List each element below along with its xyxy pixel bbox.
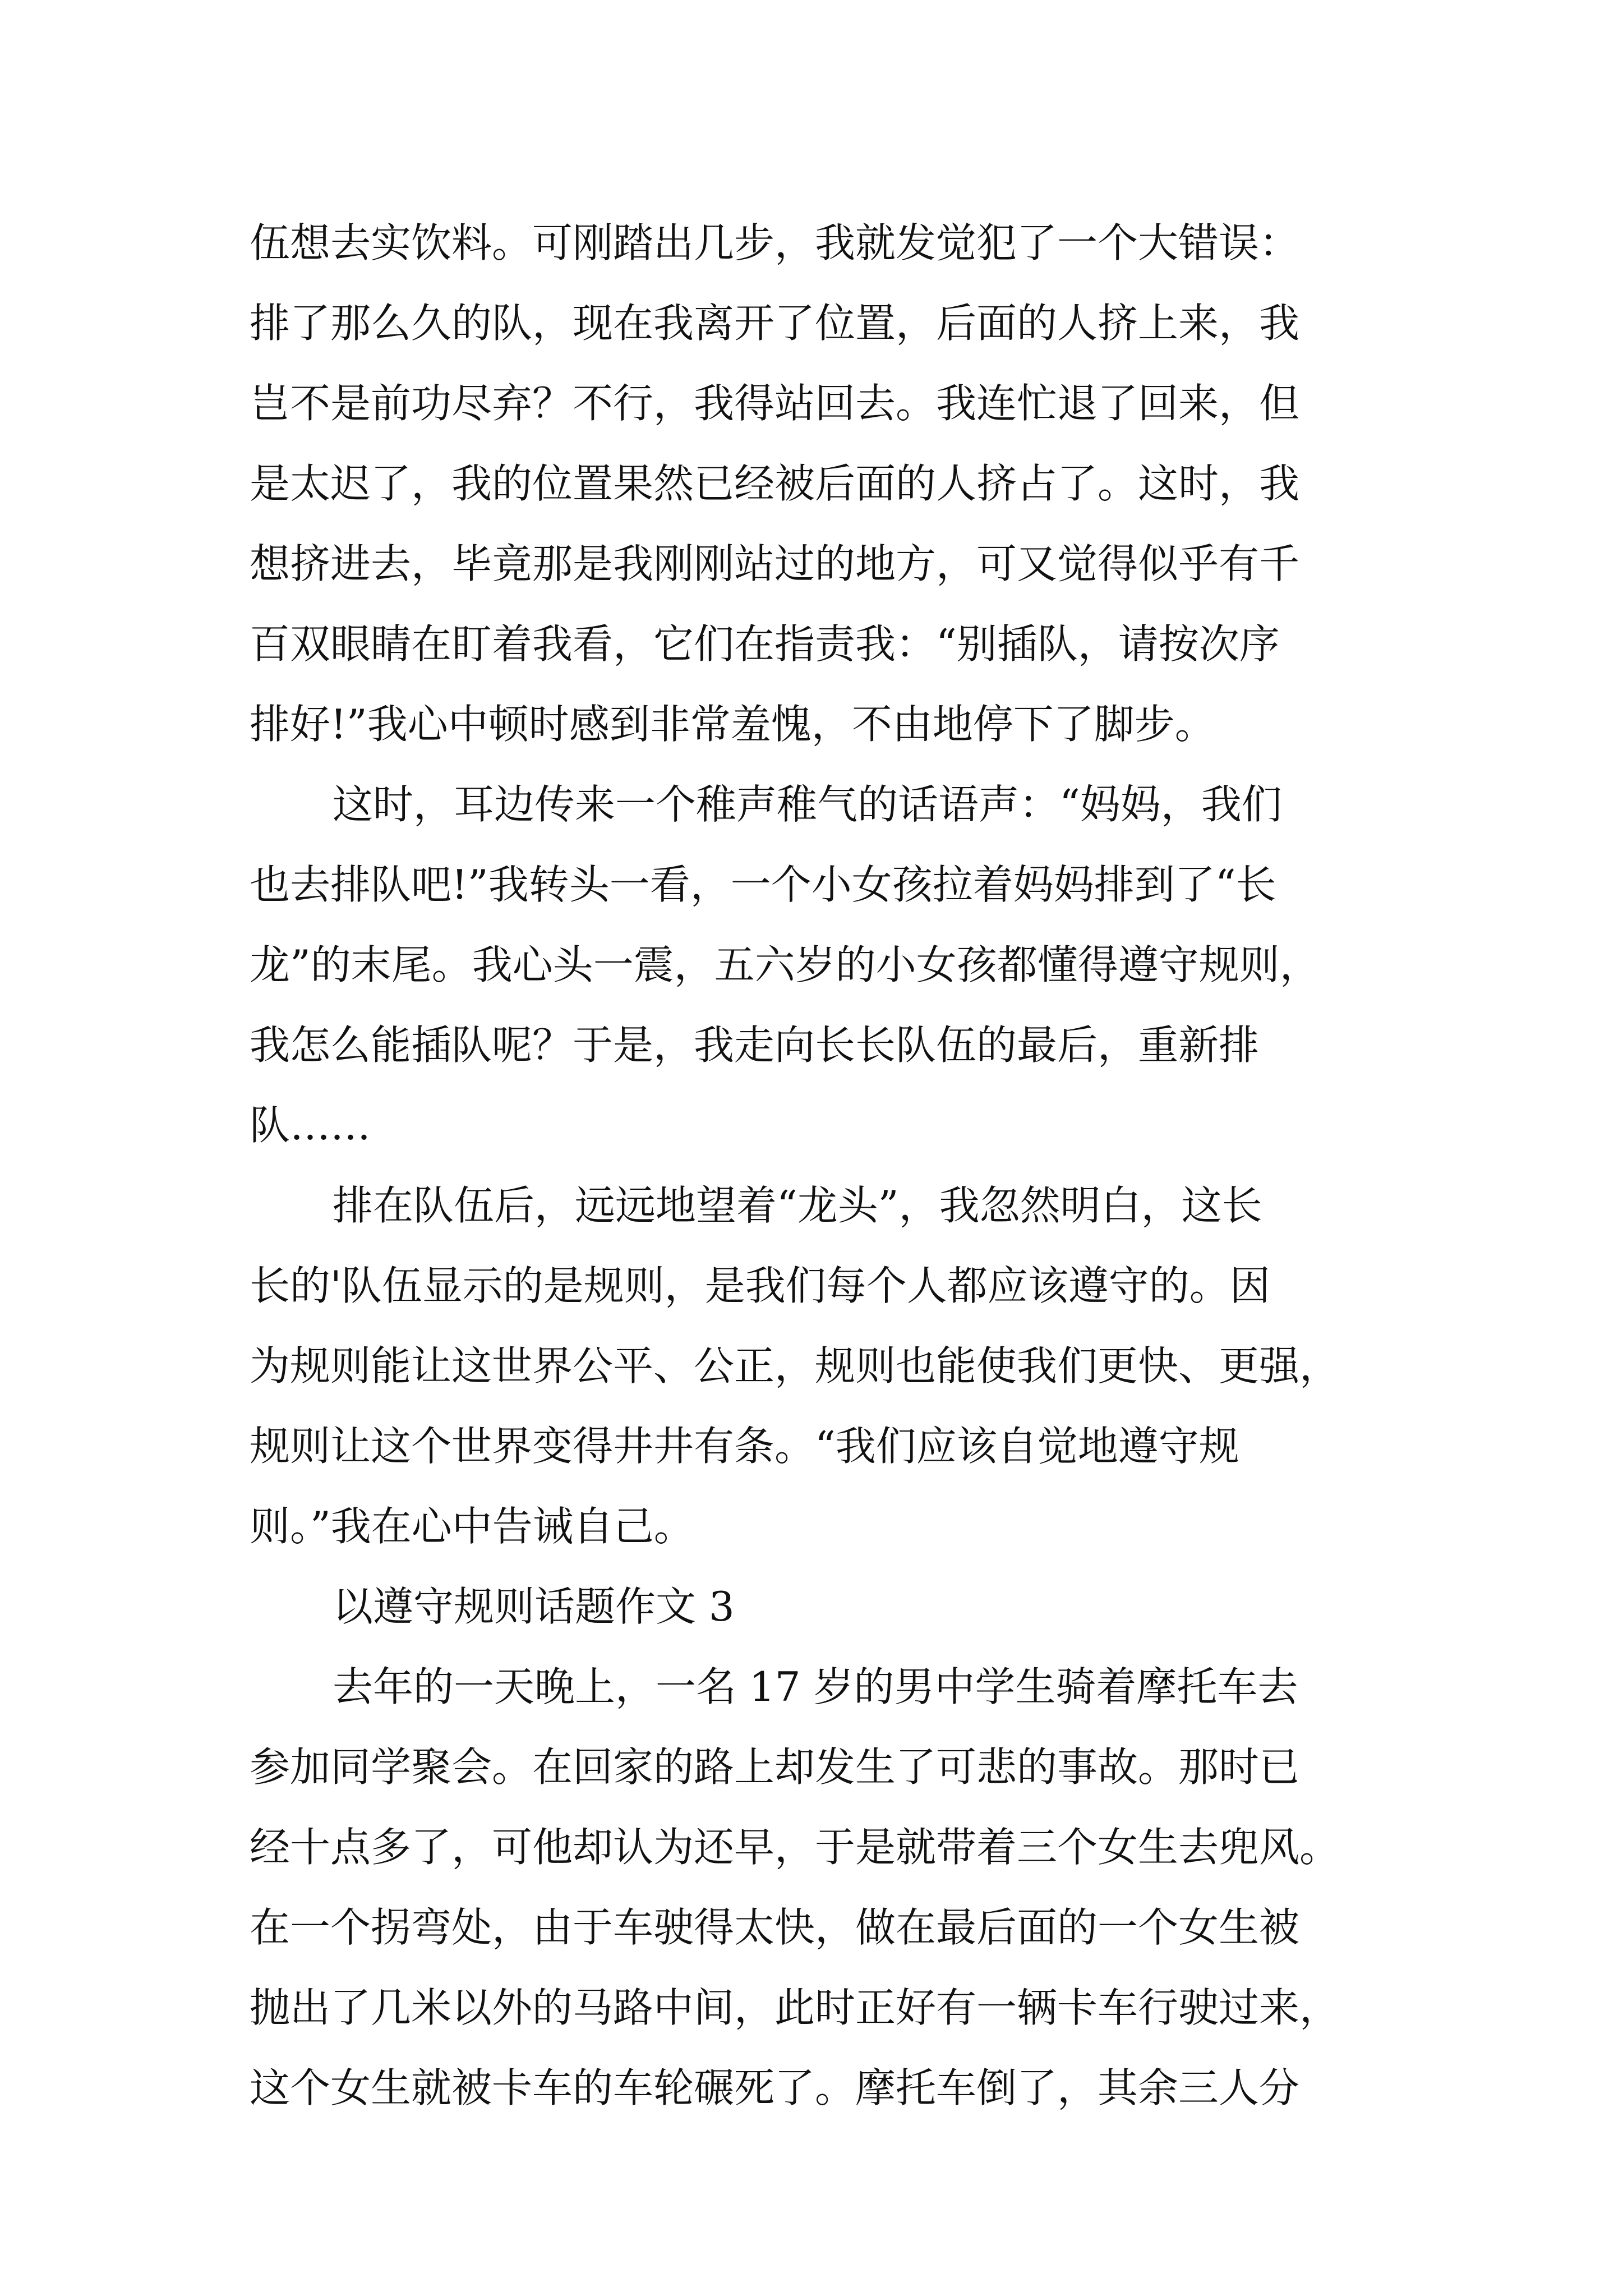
text-line: 这时，耳边传来一个稚声稚气的话语声：“妈妈，我们 [333, 781, 1282, 828]
text-line: 排了那么久的队，现在我离开了位置，后面的人挤上来，我 [250, 300, 1300, 347]
text-line: 百双眼睛在盯着我看，它们在指责我：“别插队，请按次序 [250, 620, 1280, 668]
text-line: 抛出了几米以外的马路中间，此时正好有一辆卡车行驶过来， [250, 1984, 1340, 2031]
text-line: 规则让这个世界变得井井有条。“我们应该自觉地遵守规 [250, 1423, 1239, 1470]
text-line: 龙”的末尾。我心头一震，五六岁的小女孩都懂得遵守规则， [250, 941, 1320, 988]
text-line: 也去排队吧!”我转头一看，一个小女孩拉着妈妈排到了“长 [250, 861, 1276, 908]
text-line: 这个女生就被卡车的车轮碾死了。摩托车倒了，其余三人分 [250, 2064, 1300, 2111]
text-line: 排好!”我心中顿时感到非常羞愧，不由地停下了脚步。 [250, 701, 1215, 748]
section-heading: 以遵守规则话题作文 3 [333, 1583, 735, 1630]
text-line: 伍想去实饮料。可刚踏出几步，我就发觉犯了一个大错误： [250, 219, 1300, 266]
text-line: 想挤进去，毕竟那是我刚刚站过的地方，可又觉得似乎有千 [250, 540, 1300, 587]
text-line: 去年的一天晚上，一名 17 岁的男中学生骑着摩托车去 [333, 1663, 1298, 1710]
text-line: 岂不是前功尽弃？不行，我得站回去。我连忙退了回来，但 [250, 380, 1300, 427]
text-line: 长的'队伍显示的是规则，是我们每个人都应该遵守的。因 [250, 1262, 1270, 1309]
body-text [250, 203, 1388, 2128]
text-line: 为规则能让这世界公平、公正，规则也能使我们更快、更强， [250, 1342, 1340, 1389]
text-line: 排在队伍后，远远地望着“龙头”，我忽然明白，这长 [333, 1182, 1262, 1229]
text-line: 队…… [250, 1102, 371, 1149]
text-line: 参加同学聚会。在回家的路上却发生了可悲的事故。那时已 [250, 1743, 1300, 1791]
text-line: 则。”我在心中告诫自己。 [250, 1503, 694, 1550]
text-line: 经十点多了，可他却认为还早，于是就带着三个女生去兜风。 [250, 1824, 1340, 1871]
text-line: 我怎么能插队呢？于是，我走向长长队伍的最后，重新排 [250, 1022, 1260, 1069]
text-line: 是太迟了，我的位置果然已经被后面的人挤占了。这时，我 [250, 460, 1300, 507]
text-line: 在一个拐弯处，由于车驶得太快，做在最后面的一个女生被 [250, 1904, 1300, 1951]
